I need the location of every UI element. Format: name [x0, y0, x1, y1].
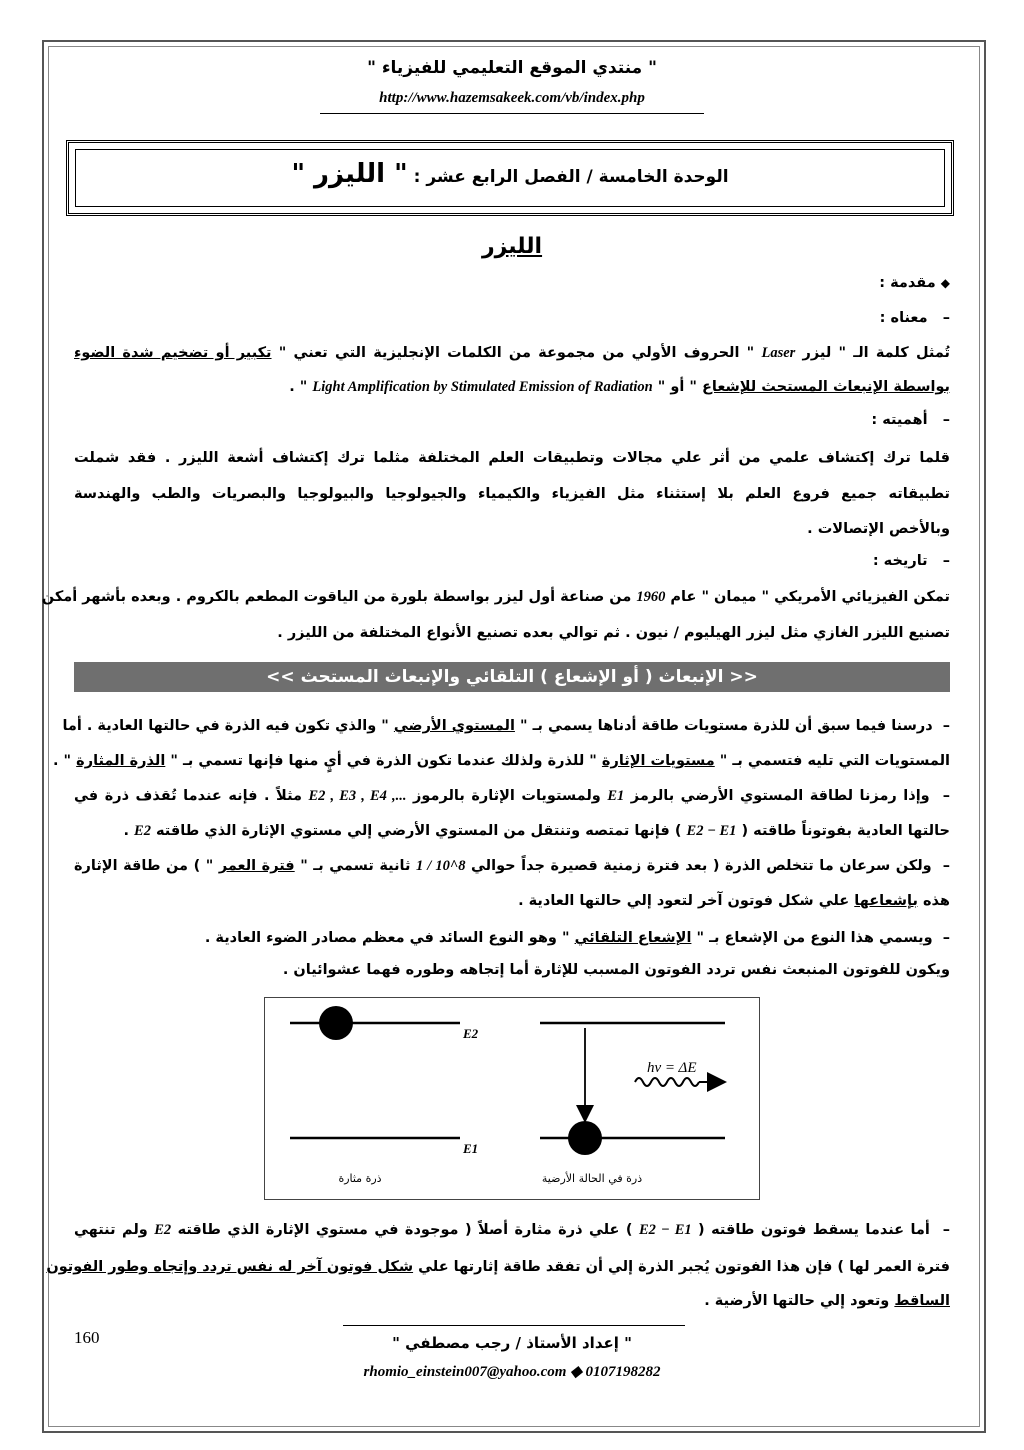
text-run: من صناعة أول ليزر بواسطة بلورة من الياقوت المطعم بالكروم . وبعده بأشهر أمكن — [41, 589, 637, 605]
ground-atom — [568, 1121, 602, 1155]
spontaneous-emission-diagram — [264, 997, 760, 1200]
text-run: هذه — [917, 893, 950, 909]
underlined-term: المستوي الأرضي — [393, 718, 515, 734]
underlined-term: شكل فوتون آخر له نفس تردد وإتجاه وطور الفوتون — [46, 1259, 414, 1275]
text-run: " للذرة ولذلك عندما تكون الذرة في أيٍ منها فإنها تسمي بـ " — [165, 753, 602, 769]
section-banner: << الإنبعاث ( أو الإشعاع ) التلقائي والإنبعاث المستحث >> — [74, 662, 950, 692]
photon-wave-icon — [635, 1078, 699, 1086]
importance-label: أهميته : — [871, 412, 928, 428]
text-run: ثانية تسمي بـ " — [294, 858, 416, 874]
text-run: ) فإنها تمتصه وتنتقل من المستوي الأرضي إلي مستوي الإثارة الذي طاقته — [150, 823, 687, 839]
symbol-levels: E2 , E3 , E4 ,... — [308, 788, 407, 804]
history-text-1 — [41, 586, 950, 608]
page-heading: الليزر — [481, 234, 543, 259]
history-label: تاريخه : — [872, 553, 928, 569]
body-p5-line-1: – أما عندما يسقط فوتون طاقته ( E2 − E1 ) علي ذرة مثارة أصلاً ( موجودة في مستوي الإثارة الذي طاقته E2 ولم تنتهي — [74, 1222, 950, 1238]
text-run: " وهو النوع السائد في معظم مصادر الضوء العادية . — [204, 930, 575, 946]
text-run: " والذي تكون فيه الذرة في حالتها العادية . أما — [62, 718, 394, 734]
meaning-line: – معناه : — [879, 310, 950, 326]
author-credit: " إعداد الأستاذ / رجب مصطفي " — [392, 1334, 632, 1352]
underlined-term: الساقط — [894, 1293, 950, 1309]
intro-line — [74, 272, 950, 294]
text-run: علي شكل فوتون آخر لتعود إلي حالتها العادية . — [518, 893, 855, 909]
body-p5-line-3 — [74, 1290, 950, 1312]
forum-name: " منتدي الموقع التعليمي للفيزياء " — [367, 58, 657, 78]
excited-atom — [319, 1006, 353, 1040]
author-email[interactable]: rhomio_einstein007@yahoo.com — [363, 1364, 567, 1380]
chapter-title-box — [66, 140, 954, 216]
body-p1-line-1: – درسنا فيما سبق أن للذرة مستويات طاقة أدناها يسمي بـ " المستوي الأرضي " والذي تكون فيه الذرة في حالتها العادية . أما — [62, 718, 950, 734]
underlined-term: بواسطة الإنبعاث المستحث للإشعاع — [701, 379, 950, 395]
text-run: وإذا رمزنا لطاقة المستوي الأرضي بالرمز — [624, 788, 930, 804]
diamond-bullet-icon: ◆ — [570, 1364, 582, 1380]
energy-difference: E2 − E1 — [686, 823, 737, 839]
symbol-e2: E2 — [134, 823, 151, 839]
energy-level-figure — [265, 998, 759, 1199]
photon-energy-label: hν = ΔE — [647, 1060, 697, 1076]
ground-atom-caption: ذرة في الحالة الأرضية — [541, 1172, 643, 1185]
text-run: أما عندما يسقط فوتون طاقته ( — [691, 1222, 930, 1238]
text-run: تمكن الفيزيائي الأمريكي " ميمان " عام — [665, 589, 950, 605]
underlined-term: الإشعاع التلقائي — [574, 930, 692, 946]
energy-difference: E2 − E1 — [638, 1222, 692, 1238]
text-run: المستويات التي تليه فتسمي بـ " — [714, 753, 950, 769]
body-p3-line-1: – ولكن سرعان ما تتخلص الذرة ( بعد فترة زمنية قصيرة جداً حوالي 1 / 10^8 ثانية تسمي بـ " فترة العمر " ) من طاقة الإثارة — [74, 858, 950, 874]
symbol-e1: E1 — [607, 788, 625, 804]
body-p1-line-2 — [52, 750, 950, 772]
text-run: " ) من طاقة الإثارة — [74, 858, 219, 874]
chapter-title — [69, 159, 951, 189]
text-run: " الحروف الأولي من مجموعة من الكلمات الإنجليزية التي تعني " — [271, 345, 762, 361]
latin-expansion: Light Amplification by Stimulated Emission of Radiation — [312, 379, 653, 395]
intro-label: مقدمة : — [879, 275, 936, 291]
body-p3-line-2 — [74, 890, 950, 912]
text-run: فترة العمر لها ) فإن هذا الفوتون يُجبر الذرة إلي أن تفقد طاقة إثارتها علي — [413, 1259, 950, 1275]
text-run: ولم تنتهي — [74, 1222, 155, 1238]
body-p4-line-2: ويكون للفوتون المنبعث نفس تردد الفوتون المسبب للإثارة أما إتجاهه وطوره فهما عشوائيان . — [282, 962, 950, 978]
text-run: ولمستويات الإثارة بالرموز — [406, 788, 608, 804]
meaning-label: معناه : — [879, 310, 928, 326]
body-p2-line-2 — [74, 820, 950, 842]
text-run: ) علي ذرة مثارة أصلاً ( موجودة في مستوي الإثارة الذي طاقته — [171, 1222, 639, 1238]
history-line: – تاريخه : — [872, 553, 950, 569]
body-p2-line-1: – وإذا رمزنا لطاقة المستوي الأرضي بالرمز E1 ولمستويات الإثارة بالرموز E2 , E3 , E4 ,... مثلاً . فإنه عندما تُقذف ذرة في — [74, 788, 950, 804]
upper-level-label: E2 — [463, 1026, 479, 1041]
text-run: " . — [289, 379, 313, 395]
header-divider — [320, 113, 704, 114]
underlined-term: مستويات الإثارة — [601, 753, 715, 769]
text-run: وتعود إلي حالتها الأرضية . — [704, 1293, 895, 1309]
underlined-term: بإشعاعها — [854, 893, 918, 909]
underlined-term: فترة العمر — [218, 858, 295, 874]
text-run: ولكن سرعان ما تتخلص الذرة ( بعد فترة زمنية قصيرة جداً حوالي — [465, 858, 932, 874]
contact-info — [0, 1362, 1024, 1381]
latin-term: Laser — [761, 345, 796, 361]
text-run: تُمثل كلمة الـ " ليزر — [795, 345, 950, 361]
importance-text-2: تطبيقاته جميع فروع العلم بلا إستثناء مثل الفيزياء والكيمياء والجيولوجيا والبيولوجيا والبصريات والطب والهندسة — [74, 486, 950, 502]
text-run: " . — [52, 753, 77, 769]
importance-text-1: قلما ترك إكتشاف علمي من أثر علي مجالات وتطبيقات العلم المختلفة مثلما ترك إكتشاف أشعة الليزر . فقد شملت — [74, 450, 950, 466]
diamond-bullet-icon: ◆ — [940, 276, 950, 290]
text-run: ويسمي هذا النوع من الإشعاع بـ " — [691, 930, 933, 946]
symbol-e2: E2 — [154, 1222, 172, 1238]
text-run: " أو " — [652, 379, 702, 395]
text-run: درسنا فيما سبق أن للذرة مستويات طاقة أدناها يسمي بـ " — [514, 718, 933, 734]
history-text-2: تصنيع الليزر الغازي مثل ليزر الهيليوم / نيون . ثم توالي بعده تصنيع الأنواع المختلفة من الليزر . — [277, 625, 950, 641]
text-run: . — [123, 823, 135, 839]
underlined-term: تكبير أو تضخيم شدة الضوء — [74, 345, 272, 361]
lower-level-label: E1 — [463, 1141, 479, 1156]
meaning-paragraph-line-1 — [74, 342, 950, 364]
year: 1960 — [636, 589, 666, 605]
underlined-term: الذرة المثارة — [76, 753, 166, 769]
chapter-unit: الوحدة الخامسة / الفصل الرابع عشر : — [407, 167, 729, 187]
page-number: 160 — [74, 1328, 100, 1347]
chapter-name: " الليزر " — [291, 159, 408, 189]
footer-divider — [343, 1325, 685, 1326]
author-phone: 0107198282 — [585, 1364, 661, 1380]
body-p4-line-1: – ويسمي هذا النوع من الإشعاع بـ " الإشعاع التلقائي " وهو النوع السائد في معظم مصادر الضوء العادية . — [204, 930, 950, 946]
importance-text-3: وبالأخص الإتصالات . — [807, 521, 950, 537]
meaning-paragraph-line-2 — [74, 376, 950, 398]
text-run: مثلاً . فإنه عندما تُقذف ذرة في — [74, 788, 309, 804]
excited-atom-caption: ذرة مثارة — [338, 1172, 382, 1185]
forum-url[interactable]: http://www.hazemsakeek.com/vb/index.php — [379, 90, 645, 106]
text-run: حالتها العادية بفوتوناً طاقته ( — [736, 823, 950, 839]
body-p5-line-2 — [46, 1256, 950, 1278]
lifetime-value: 1 / 10^8 — [415, 858, 466, 874]
importance-line: – أهميته : — [871, 412, 950, 428]
